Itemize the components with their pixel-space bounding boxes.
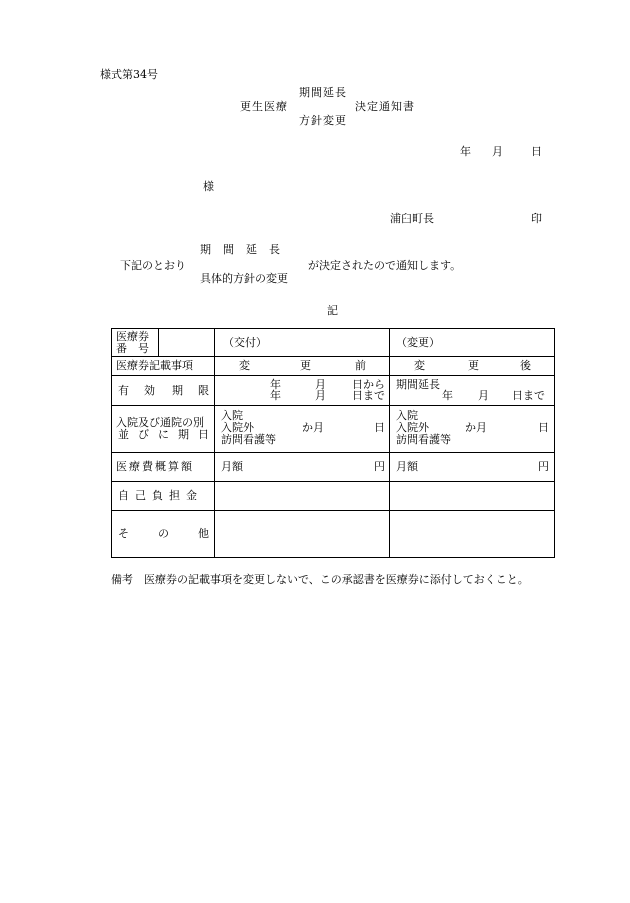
row-copayment (112, 482, 555, 511)
care-after-cell[interactable] (390, 406, 555, 453)
notice-option-period: 期間延長 (200, 243, 292, 256)
care-before-day: 日 (374, 421, 385, 434)
care-after-inpatient: 入院 (396, 409, 418, 422)
change-cell[interactable] (390, 329, 555, 357)
ticket-number-label-cell (112, 329, 215, 357)
care-before-outpatient: 入院外 (221, 421, 254, 434)
notice-lead: 下記のとおり (120, 259, 186, 272)
extension-title: 期間延長 (396, 378, 440, 391)
title-rehab-medical: 更生医療 (240, 100, 288, 113)
other-char-1: そ (118, 527, 129, 540)
document-title (240, 86, 420, 128)
title-period-extension: 期間延長 (299, 86, 347, 99)
care-before-inpatient: 入院 (221, 409, 243, 422)
row-care-type (112, 406, 555, 453)
extension-year: 年 (442, 389, 453, 402)
row-validity (112, 376, 555, 406)
care-type-char-2: び (138, 428, 149, 441)
care-type-char-4: 期 (178, 428, 189, 441)
care-before-nursing: 訪問看護等 (221, 433, 276, 446)
cost-before-monthly: 月額 (221, 460, 243, 473)
care-type-label-cell (112, 406, 215, 453)
before-char-1: 変 (239, 359, 250, 372)
cost-after-cell[interactable] (390, 453, 555, 482)
issuer-name: 浦臼町長 (390, 212, 434, 225)
after-change-header (390, 357, 555, 376)
care-after-months: か月 (465, 421, 487, 434)
validity-to-day: 日まで (352, 389, 385, 402)
addressee-suffix: 様 (203, 180, 214, 193)
validity-char-1: 有 (118, 384, 129, 397)
validity-char-3: 期 (172, 384, 183, 397)
cost-before-yen: 円 (374, 460, 385, 473)
cost-label: 医療費概算額 (116, 460, 194, 473)
validity-to-month: 月 (315, 389, 326, 402)
notice-tail: が決定されたので通知します。 (308, 259, 462, 272)
notice-option-policy: 具体的方針の変更 (200, 272, 288, 285)
row-ticket-items (112, 357, 555, 376)
care-after-day: 日 (538, 421, 549, 434)
ticket-items-label-cell (112, 357, 215, 376)
before-char-2: 更 (300, 359, 311, 372)
validity-from-year: 年 (270, 378, 281, 391)
cost-label-cell (112, 453, 215, 482)
copay-label: 自己負担金 (118, 489, 203, 502)
issue-cell[interactable] (215, 329, 390, 357)
ticket-label-top: 医療券 (116, 330, 149, 343)
row-other (112, 511, 555, 558)
extension-day: 日まで (512, 389, 545, 402)
other-before-cell[interactable] (215, 511, 390, 558)
cost-before-cell[interactable] (215, 453, 390, 482)
copay-before-cell[interactable] (215, 482, 390, 511)
extension-month: 月 (478, 389, 489, 402)
row-estimated-cost (112, 453, 555, 482)
issue-label: （交付） (223, 336, 267, 349)
form-number: 様式第34号 (100, 68, 158, 81)
other-after-cell[interactable] (390, 511, 555, 558)
title-decision-notice: 決定通知書 (355, 100, 415, 113)
validity-from-month: 月 (315, 378, 326, 391)
validity-char-4: 限 (198, 384, 209, 397)
before-change-header (215, 357, 390, 376)
care-type-char-1: 並 (118, 428, 129, 441)
other-char-2: の (158, 527, 169, 540)
title-policy-change: 方針変更 (299, 114, 347, 127)
other-label-cell (112, 511, 215, 558)
cost-after-monthly: 月額 (396, 460, 418, 473)
validity-char-2: 効 (144, 384, 155, 397)
date-year: 年 (460, 145, 471, 158)
remarks-note: 備考 医療券の記載事項を変更しないで、この承認書を医療券に添付しておくこと。 (111, 573, 529, 586)
care-type-label-top: 入院及び通院の別 (116, 416, 204, 429)
validity-to-year: 年 (270, 389, 281, 402)
validity-from-day: 日から (352, 378, 385, 391)
cost-after-yen: 円 (538, 460, 549, 473)
ticket-items-label: 医療券記載事項 (116, 359, 193, 372)
care-before-months: か月 (302, 421, 324, 434)
care-type-char-5: 日 (198, 428, 209, 441)
ticket-label-bottom: 番 号 (116, 342, 149, 355)
ki-heading: 記 (327, 304, 338, 317)
care-before-cell[interactable] (215, 406, 390, 453)
seal-mark: 印 (531, 212, 542, 225)
validity-after-cell[interactable] (390, 376, 555, 406)
after-char-2: 更 (468, 359, 479, 372)
care-after-outpatient: 入院外 (396, 421, 429, 434)
change-label: （変更） (396, 336, 440, 349)
other-char-3: 他 (198, 527, 209, 540)
care-after-nursing: 訪問看護等 (396, 433, 451, 446)
after-char-1: 変 (414, 359, 425, 372)
validity-label-cell (112, 376, 215, 406)
date-day: 日 (531, 145, 542, 158)
after-char-3: 後 (520, 359, 531, 372)
validity-before-cell[interactable] (215, 376, 390, 406)
before-char-3: 前 (355, 359, 366, 372)
form-table (111, 328, 555, 558)
care-type-char-3: に (158, 428, 169, 441)
date-month: 月 (492, 145, 503, 158)
copay-label-cell (112, 482, 215, 511)
copay-after-cell[interactable] (390, 482, 555, 511)
row-ticket-number (112, 329, 555, 357)
